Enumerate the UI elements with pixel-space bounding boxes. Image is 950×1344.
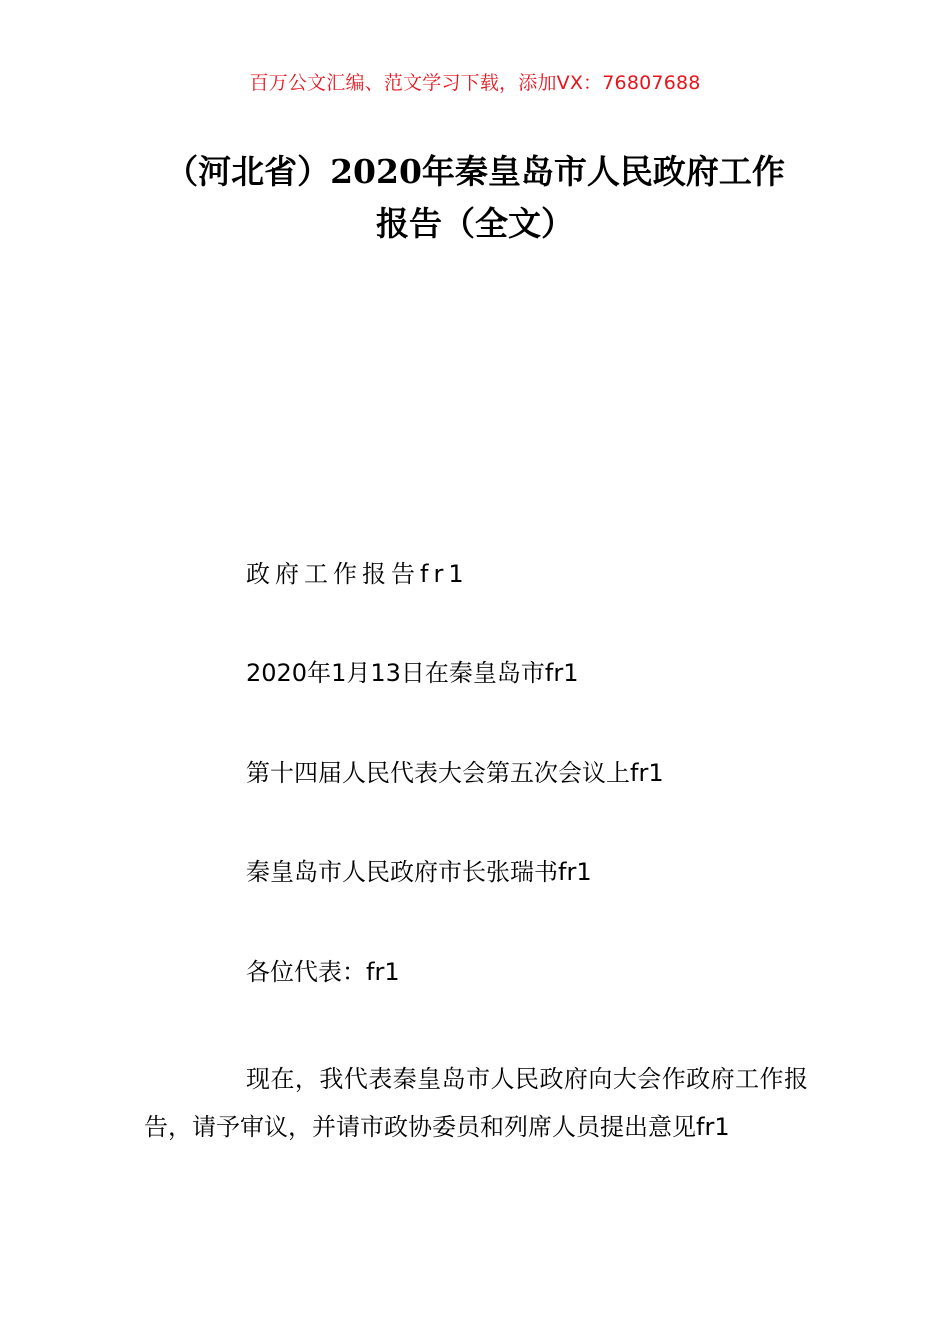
opening-paragraph: 现在，我代表秦皇岛市人民政府向大会作政府工作报告，请予审议，并请市政协委员和列席人员提出意见fr1 [144,1065,808,1141]
title-line-1: （河北省）2020年秦皇岛市人民政府工作 [165,152,785,191]
title-line-2: 报告（全文） [376,204,574,243]
report-name-line: 政府工作报告fr1 [246,560,469,588]
date-location-line: 2020年1月13日在秦皇岛市fr1 [246,659,579,687]
salutation-line: 各位代表：fr1 [246,958,400,986]
session-line: 第十四届人民代表大会第五次会议上fr1 [246,759,664,787]
header-promo-note: 百万公文汇编、范文学习下载，添加VX：76807688 [249,72,701,94]
speaker-line: 秦皇岛市人民政府市长张瑞书fr1 [246,858,592,886]
document-title [140,146,810,250]
